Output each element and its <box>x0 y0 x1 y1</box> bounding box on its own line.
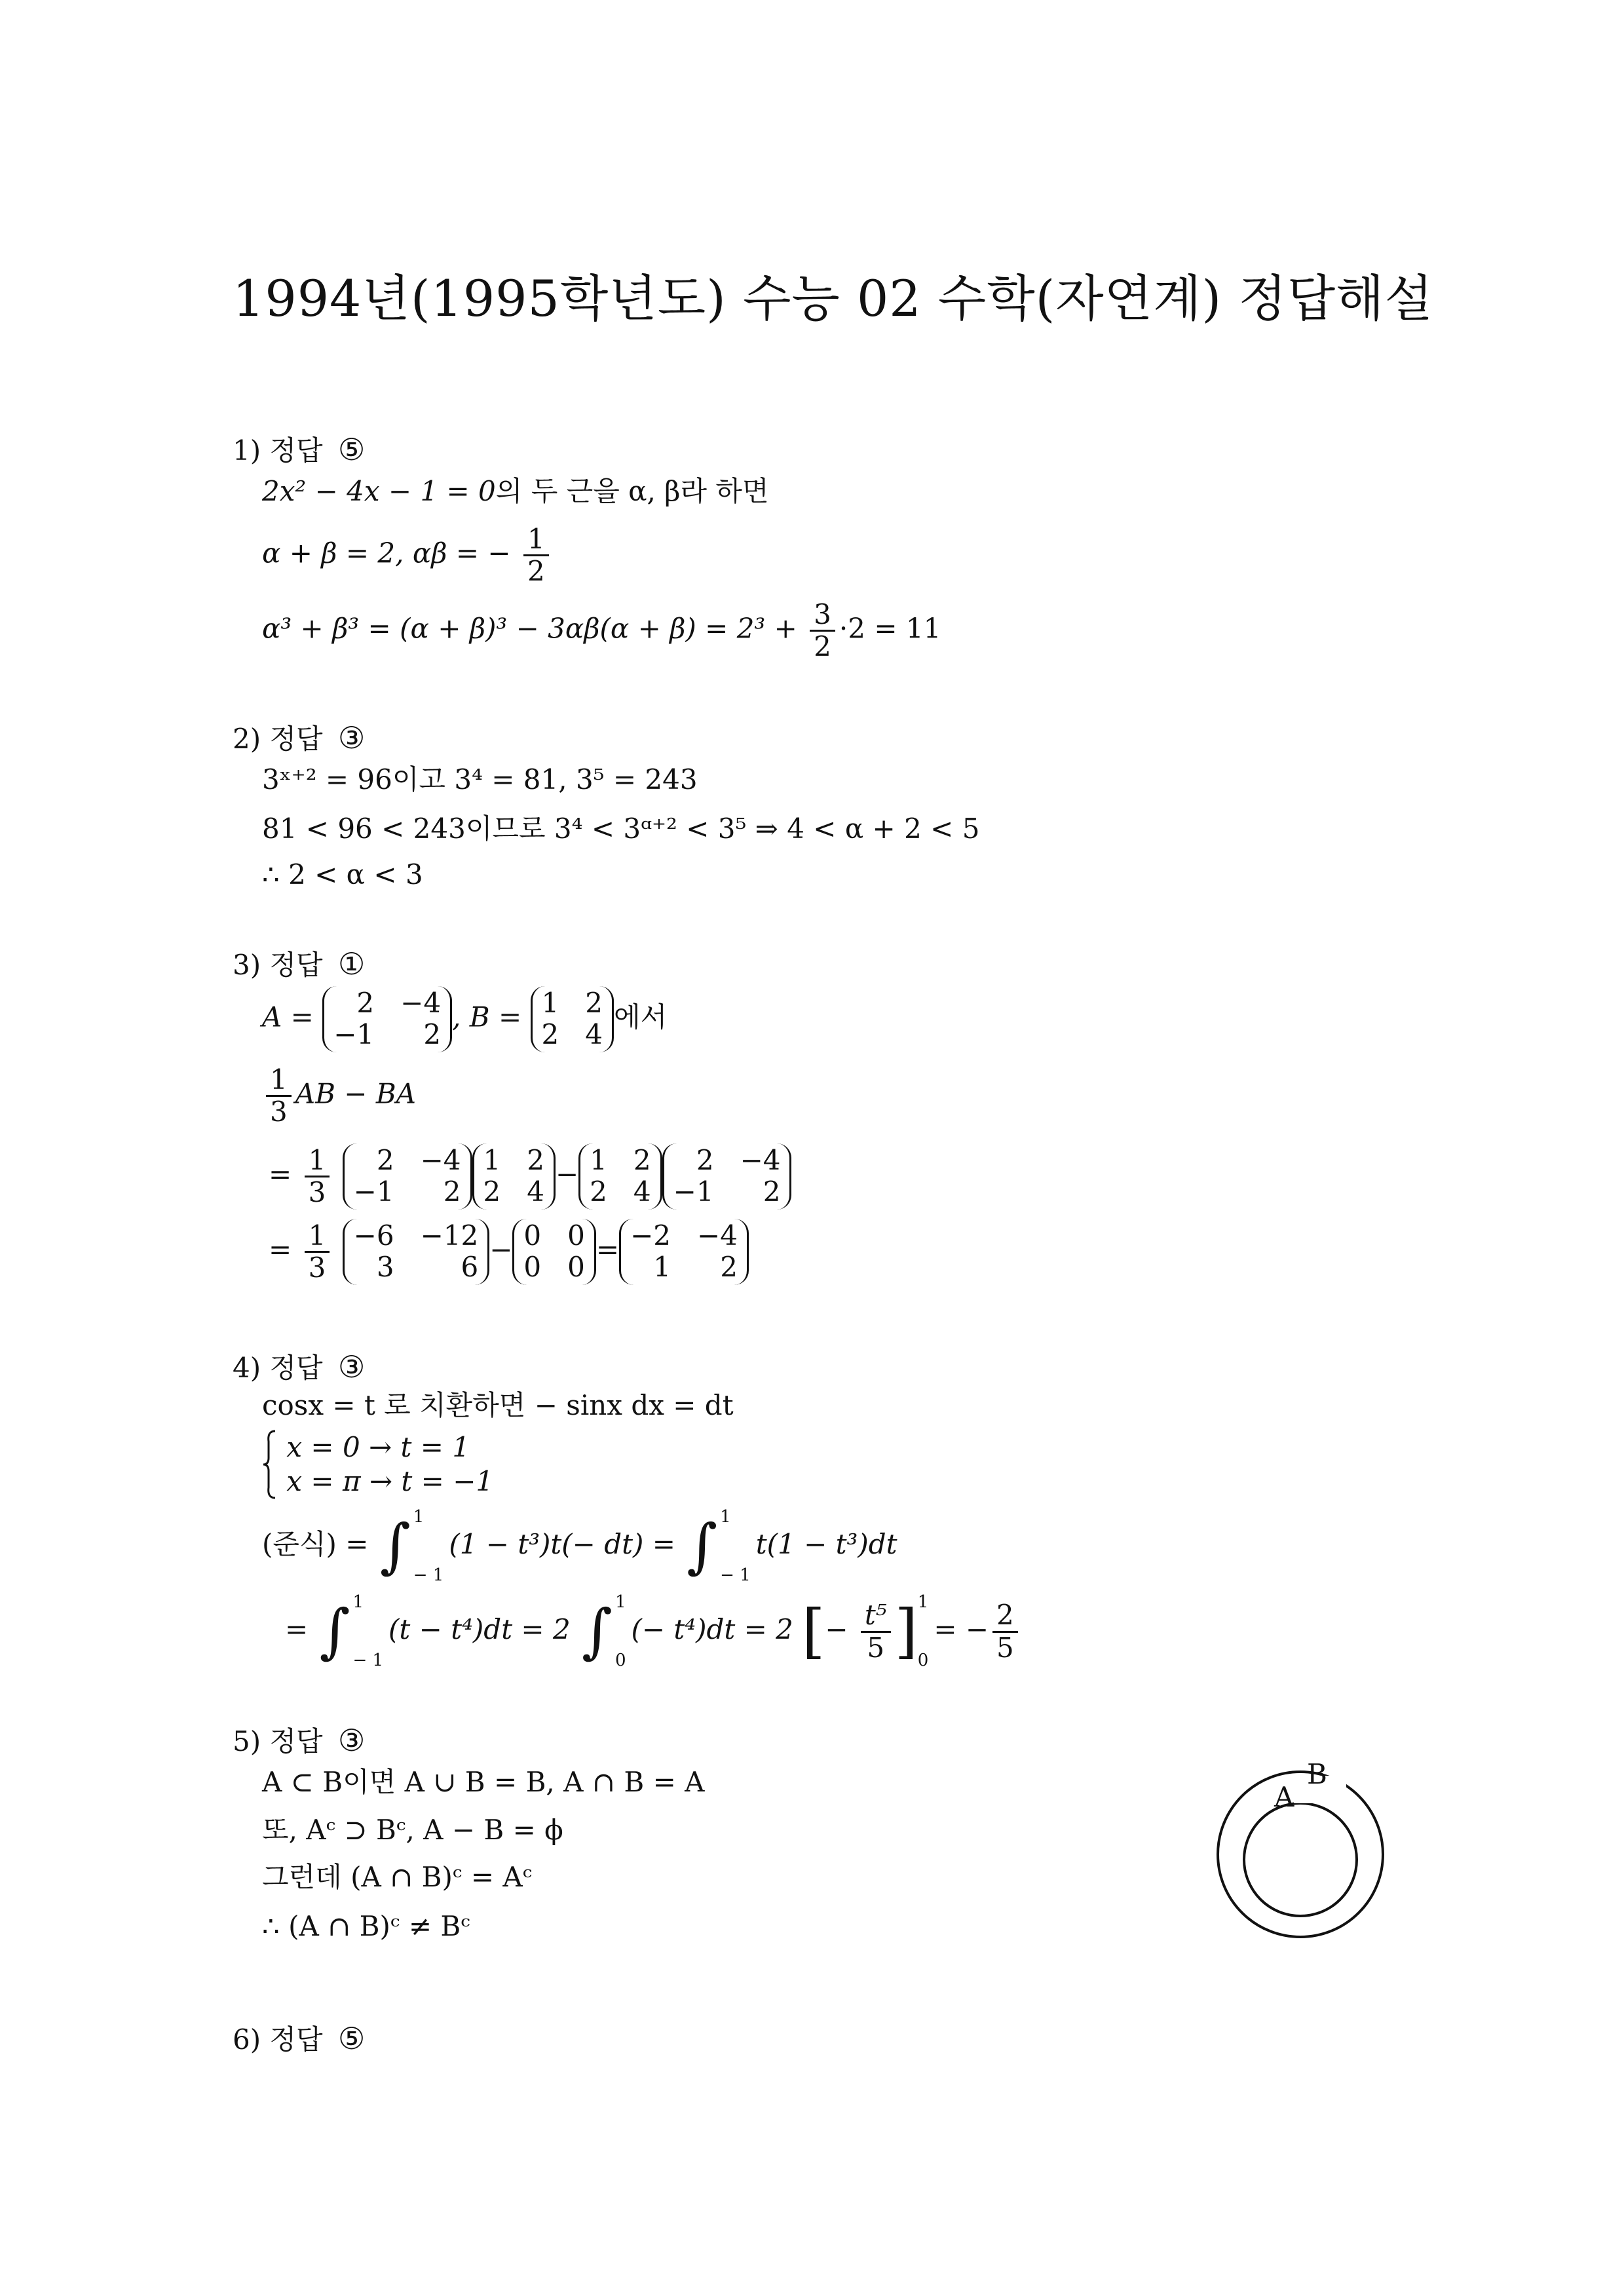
q1-line1 <box>262 475 769 508</box>
q3-label: 3) 정답 <box>233 949 323 981</box>
q4-cases <box>262 1428 493 1501</box>
q5-line3: 그런데 (A ∩ B)ᶜ = Aᶜ <box>262 1861 533 1893</box>
matrix-a-copy: 2 −4 −1 2 <box>343 1143 472 1210</box>
q1-line3 <box>262 600 941 662</box>
q6-heading <box>233 2018 365 2057</box>
matrix-product: −6 −12 3 6 <box>343 1219 490 1285</box>
q4-label: 4) 정답 <box>233 1352 323 1384</box>
q2-heading <box>233 718 365 757</box>
q5-line4: ∴ (A ∩ B)ᶜ ≠ Bᶜ <box>262 1910 470 1942</box>
q1-line2-text: α + β = 2, αβ = − <box>262 537 511 569</box>
integral-icon: ∫ <box>582 1597 613 1666</box>
q4-line1: cosx = t 로 치환하면 − sinx dx = dt <box>262 1389 734 1421</box>
q3-suffix: 에서 <box>614 1001 668 1033</box>
q5-line1: A ⊂ B이면 A ∪ B = B, A ∩ B = A <box>262 1766 705 1798</box>
q4-case1: x = 0 → t = 1 <box>286 1430 470 1463</box>
q6-label: 6) 정답 <box>233 2023 323 2056</box>
q3-heading <box>233 944 365 983</box>
matrix-b: 1 2 2 4 <box>531 986 614 1052</box>
q5-line2: 또, Aᶜ ⊃ Bᶜ, A − B = ϕ <box>262 1814 563 1846</box>
q5-heading <box>233 1720 365 1759</box>
q4-line3: (준식) = ∫ 1 − 1 (1 − t³)t(− dt) = ∫ 1 − 1 t(1 − t³)dt <box>262 1507 897 1585</box>
venn-label-b: B <box>1307 1758 1327 1790</box>
q2-answer: ③ <box>337 720 366 756</box>
matrix-a: 2 −4 −1 2 <box>322 986 452 1052</box>
q3-b-eq: , B = <box>452 1001 522 1033</box>
page-title: 1994년(1995학년도) 수능 02 수학(자연계) 정답해설 <box>233 269 1434 328</box>
matrix-a-copy2: 2 −4 −1 2 <box>662 1143 792 1210</box>
integral-icon: ∫ <box>319 1597 350 1666</box>
q1-line3-a: α³ + β³ = (α + β)³ − 3αβ(α + β) = 2³ + <box>262 612 797 645</box>
venn-circle-a <box>1244 1803 1357 1916</box>
q6-answer: ⑤ <box>337 2021 366 2056</box>
matrix-zero: 0 0 0 0 <box>512 1219 595 1285</box>
q1-line3-b: ·2 = 11 <box>839 612 941 645</box>
integral-icon: ∫ <box>379 1512 411 1580</box>
q2-line2: 81 < 96 < 243이므로 3⁴ < 3ᵅ⁺² < 3⁵ ⇒ 4 < α + 2 < 5 <box>262 813 980 845</box>
q5-answer: ③ <box>337 1723 366 1758</box>
q2-line1: 3ˣ⁺² = 96이고 3⁴ = 81, 3⁵ = 243 <box>262 763 698 795</box>
q3-line3: = $\frac{1}{3}$ 2 −4 −1 2 1 2 2 4 − 1 2 2 4 2 −4 −1 2 <box>269 1143 791 1210</box>
q3-frac-third: $\frac{1}{3}$ <box>266 1065 292 1127</box>
q1-equation: 2x² − 4x − 1 = 0 <box>262 475 496 507</box>
q1-heading <box>233 429 365 469</box>
q3-line2 <box>262 1065 416 1127</box>
q4-case2: x = π → t = −1 <box>286 1465 494 1497</box>
q3-line1 <box>262 986 667 1052</box>
q4-heading <box>233 1347 365 1386</box>
q3-line4: = $\frac{1}{3}$ −6 −12 3 6 − 0 0 0 0 = −2 −4 1 2 <box>269 1219 749 1285</box>
venn-diagram <box>1209 1763 1392 1946</box>
integral-icon: ∫ <box>687 1512 718 1580</box>
q4-line4: = ∫ 1 − 1 (t − t⁴)dt = 2 ∫ 1 0 (− t⁴)dt = 2 [− $\frac{\text{t⁵}}{5}$ ] 1 0 = − $\frac{2}{5}$ <box>285 1592 1022 1671</box>
venn-label-a: A <box>1274 1781 1294 1813</box>
q1-line2 <box>262 524 553 586</box>
q1-answer: ⑤ <box>337 432 366 467</box>
matrix-b-copy2: 1 2 2 4 <box>578 1143 662 1210</box>
q1-frac-three-half: $\frac{3}{2}$ <box>810 600 835 662</box>
matrix-result: −2 −4 1 2 <box>619 1219 749 1285</box>
q3-a-eq: A = <box>262 1001 314 1033</box>
q1-frac-half: $\frac{1}{2}$ <box>523 524 549 586</box>
q1-label: 1) 정답 <box>233 434 323 467</box>
matrix-b-copy: 1 2 2 4 <box>472 1143 556 1210</box>
q3-expr: AB − BA <box>295 1077 417 1110</box>
curly-brace-icon <box>262 1428 278 1501</box>
q2-label: 2) 정답 <box>233 723 323 755</box>
q3-answer: ① <box>337 946 366 982</box>
q4-answer: ③ <box>337 1349 366 1385</box>
q2-line3: ∴ 2 < α < 3 <box>262 858 423 890</box>
q1-line1-text: 의 두 근을 α, β라 하면 <box>495 475 769 507</box>
q5-label: 5) 정답 <box>233 1725 323 1757</box>
